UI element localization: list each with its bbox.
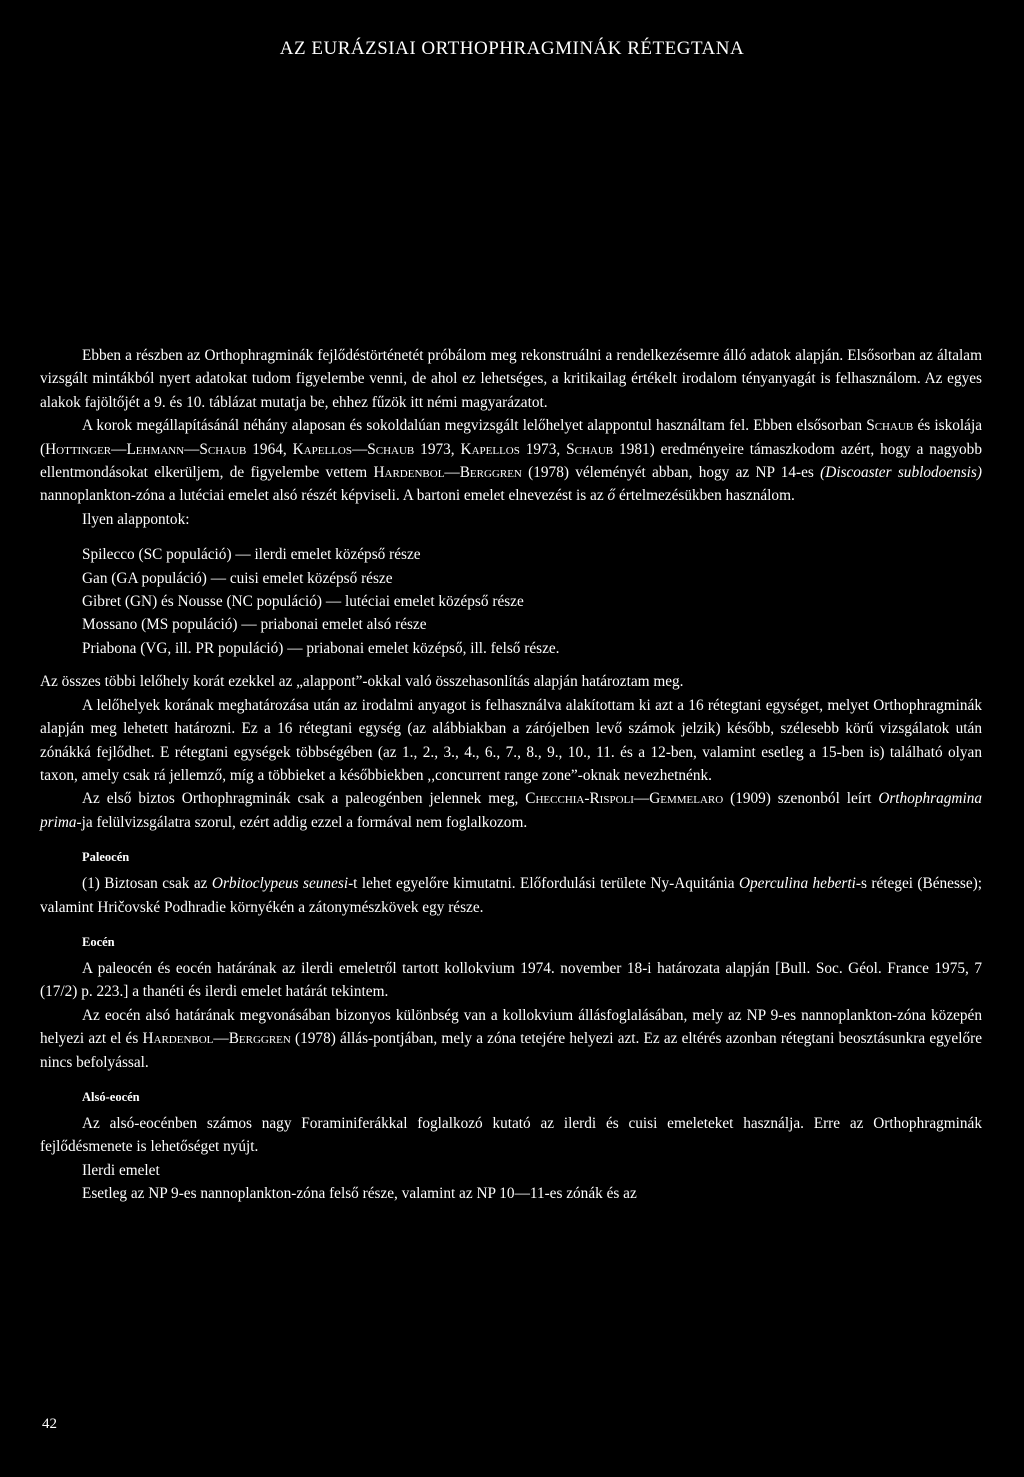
text-run: (1909) szenonból leírt [723,790,879,808]
taxon-name: Orbitoclypeus seunesi [211,875,349,893]
author-name: Schaub [866,417,914,435]
emphasis: ő [607,487,616,505]
text-run: 1973, [414,440,461,458]
text-run: -s rétegei (Bénesse); valamint Hričovské Podhradie környékén a zátonymészkövek egy része. [40,875,982,916]
paragraph-units: A lelőhelyek korának meghatározása után az irodalmi anyagot is felhasználva alakítottam ki azt a 16 rétegtani egységet, melyet Orthophragminák alapján meg lehetett határozni. Ez a 16 rétegtani egység (az alábbiakban a zárójelben levő számok jelzik) később, szélesebb körű vizsgálatok után zónákká fejlődhet. E rétegtani egységek többségében (az 1., 2., 3., 4., 6., 7., 8., 9., 10., 11. és a 12-ben, valamint esetleg a 15-ben is) található olyan taxon, amely csak rá jellemző, míg a többieket a későbbiekben ,,concurrent range zone”-oknak nevezhetnénk. [40,696,982,784]
page-number: 42 [42,1416,57,1432]
body-text [40,344,982,1206]
author-name: Hardenbol—Berggren [142,1030,291,1048]
subheading-ilerdi: Ilerdi emelet [82,1161,160,1179]
text-run: nannoplankton-zóna a lutéciai emelet alsó részét képviseli. A bartoni emelet elnevezést is az [40,487,608,505]
section-heading-paleocen: Paleocén [82,850,130,865]
text-run: és iskolája ( [40,417,982,458]
list-item: Priabona (VG, ill. PR populáció) — priabonai emelet középső, ill. felső része. [82,639,560,657]
paragraph-comparison: Az összes többi lelőhely korát ezekkel az „alappont”-okkal való összehasonlítás alapján határoztam meg. [40,673,684,691]
list-item: Gibret (GN) és Nousse (NC populáció) — lutéciai emelet középső része [82,593,524,611]
paragraph-first-orthophragmina [40,787,982,834]
text-run: értelmezésükben használom. [615,487,795,505]
text-run: 1973, [519,440,567,458]
text-run: Az első biztos Orthophragminák csak a paleogénben jelennek meg, [82,790,526,808]
paragraph-list-intro: Ilyen alappontok: [82,510,190,528]
author-name: Checchia-Rispoli—Gemmelaro [525,790,724,808]
author-name: Hardenbol—Berggren [373,464,522,482]
text-run: -t lehet egyelőre kimutatni. Előfordulási területe Ny-Aquitánia [348,875,739,893]
author-name: Hottinger—Lehmann—Schaub [45,440,247,458]
paragraph-also-eocen: Az alsó-eocénben számos nagy Foraminiferákkal foglalkozó kutató az ilerdi és cuisi emeleteket használja. Erre az Orthophragminák fejlődésmenete is lehetőséget nyújt. [40,1114,982,1156]
text-run: Az eocén alsó határának megvonásában bizonyos különbség van a kollokvium állásfoglalásában, mely az NP 9-es nannoplankton-zóna közepén helyezi azt el és [40,1006,982,1048]
text-run: -ja felülvizsgálatra szorul, ezért addig ezzel a formával nem foglalkozom. [76,813,528,831]
taxon-name: (Discoaster sublodoensis) [820,464,982,482]
base-points-list [82,543,982,660]
taxon-name: Orthophragmina prima [40,790,982,831]
taxon-name: Operculina heberti [738,875,856,893]
text-run: (1978) véleményét abban, hogy az NP 14-es [521,464,821,482]
paragraph-base-points [40,414,982,508]
section-heading-also-eocen: Alsó-eocén [82,1089,140,1104]
list-item: Mossano (MS populáció) — priabonai emelet alsó része [82,616,427,634]
author-name: Kapellos [460,440,520,458]
text-run: 1981) eredményeire támaszkodom azért, hogy a nagyobb ellentmondásokat elkerüljem, de figyelembe vettem [40,440,982,482]
list-item: Gan (GA populáció) — cuisi emelet középső része [82,569,393,587]
paragraph-eocen-lower-boundary [40,1004,982,1074]
author-name: Kapellos—Schaub [292,440,415,458]
paragraph-intro: Ebben a részben az Orthophragminák fejlődéstörténetét próbálom meg rekonstruálni a rendelkezésemre álló adatok alapján. Elsősorban az általam vizsgált mintákból nyert adatokat tudom figyelembe venni, de ahol ez lehetséges, a kritikailag értékelt irodalom tényanyagát is felhasználom. Az egyes alakok fajöltőjét a 9. és 10. táblázat mutatja be, ehhez fűzök itt némi magyarázatot. [40,347,982,411]
paragraph-eocen-boundary: A paleocén és eocén határának az ilerdi emeletről tartott kollokvium 1974. november 18-i határozata alapján [Bull. Soc. Géol. France 1975, 7 (17/2) p. 223.] a thanéti és ilerdi emelet határát tekintem. [40,959,982,1001]
author-name: Schaub [566,440,614,458]
section-heading-eocen: Eocén [82,934,115,949]
paragraph-ilerdi: Esetleg az NP 9-es nannoplankton-zóna felső része, valamint az NP 10—11-es zónák és az [82,1185,637,1203]
paragraph-paleocen [40,872,982,919]
text-run: 1964, [246,440,293,458]
text-run: (1) Biztosan csak az [82,875,212,893]
list-item: Spilecco (SC populáció) — ilerdi emelet középső része [82,546,421,564]
running-title: AZ EURÁZSIAI ORTHOPHRAGMINÁK RÉTEGTANA [279,38,745,59]
text-run: A korok megállapításánál néhány alaposan és sokoldalúan megvizsgált lelőhelyet alappontul használtam fel. Ebben elsősorban [82,417,867,435]
text-run: (1978) állás-pontjában, mely a zóna tetejére helyezi azt. Ez az eltérés azonban rétegtani beosztásunkra egyelőre nincs befolyással. [40,1030,982,1071]
